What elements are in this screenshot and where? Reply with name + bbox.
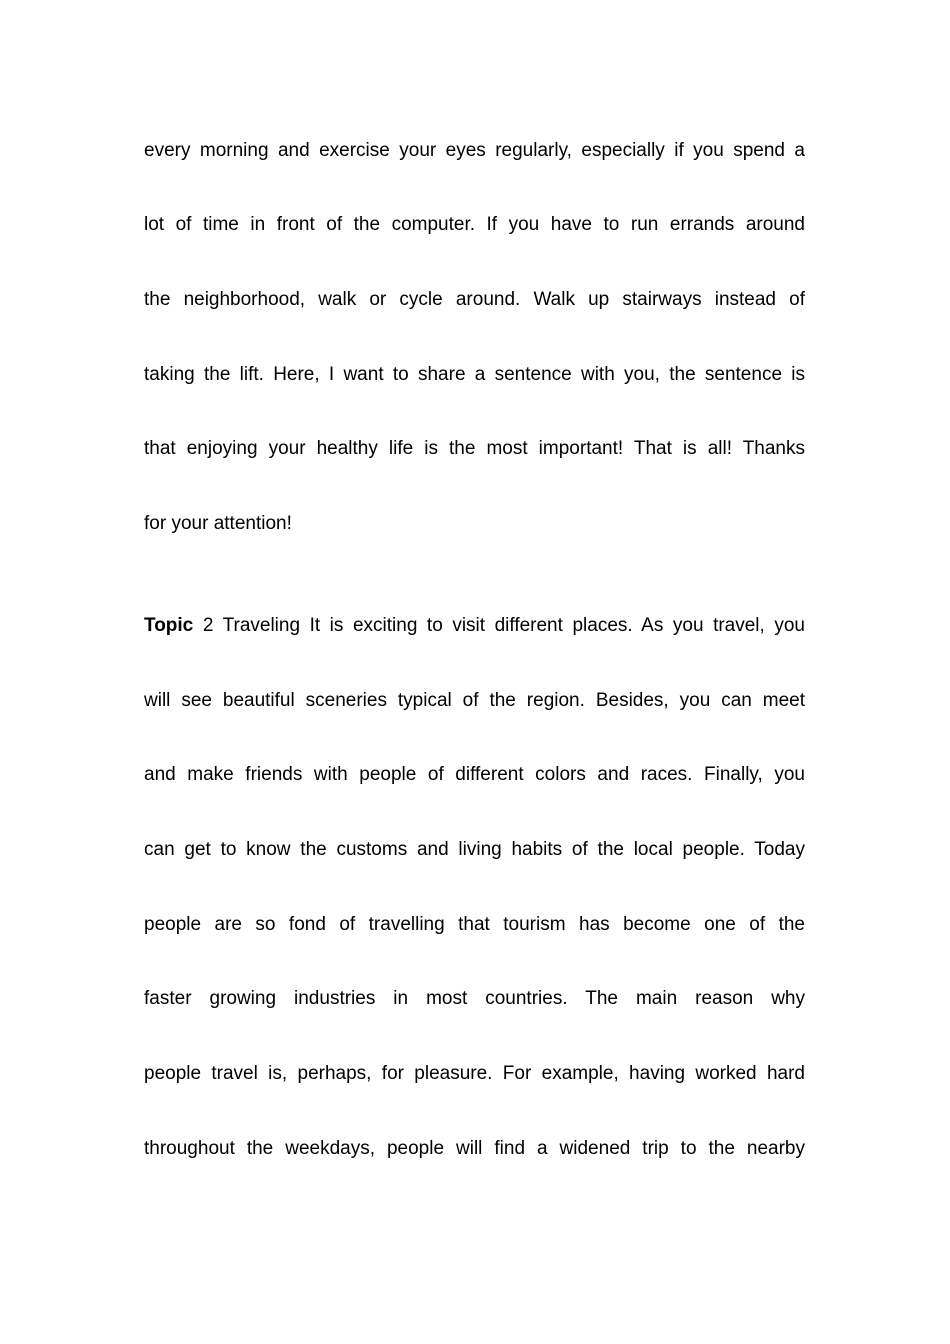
topic-heading-line <box>144 613 805 639</box>
text-line: that enjoying your healthy life is the most important! That is all! Thanks <box>144 438 805 459</box>
text-line: taking the lift. Here, I want to share a sentence with you, the sentence is <box>144 364 805 385</box>
text-line: for your attention! <box>144 513 292 534</box>
text-line: the neighborhood, walk or cycle around. Walk up stairways instead of <box>144 289 805 310</box>
topic-line-text: 2 Traveling It is exciting to visit different places. As you travel, you <box>193 615 805 636</box>
topic-label: Topic <box>144 615 194 636</box>
text-line: lot of time in front of the computer. If you have to run errands around <box>144 214 805 235</box>
text-line: people travel is, perhaps, for pleasure. For example, having worked hard <box>144 1063 805 1084</box>
text-line: people are so fond of travelling that tourism has become one of the <box>144 914 805 935</box>
text-line: throughout the weekdays, people will find a widened trip to the nearby <box>144 1138 805 1159</box>
text-line: faster growing industries in most countries. The main reason why <box>144 988 805 1009</box>
text-line: will see beautiful sceneries typical of the region. Besides, you can meet <box>144 690 805 711</box>
text-line: can get to know the customs and living habits of the local people. Today <box>144 839 805 860</box>
text-line: every morning and exercise your eyes regularly, especially if you spend a <box>144 140 805 161</box>
text-line: and make friends with people of different colors and races. Finally, you <box>144 764 805 785</box>
